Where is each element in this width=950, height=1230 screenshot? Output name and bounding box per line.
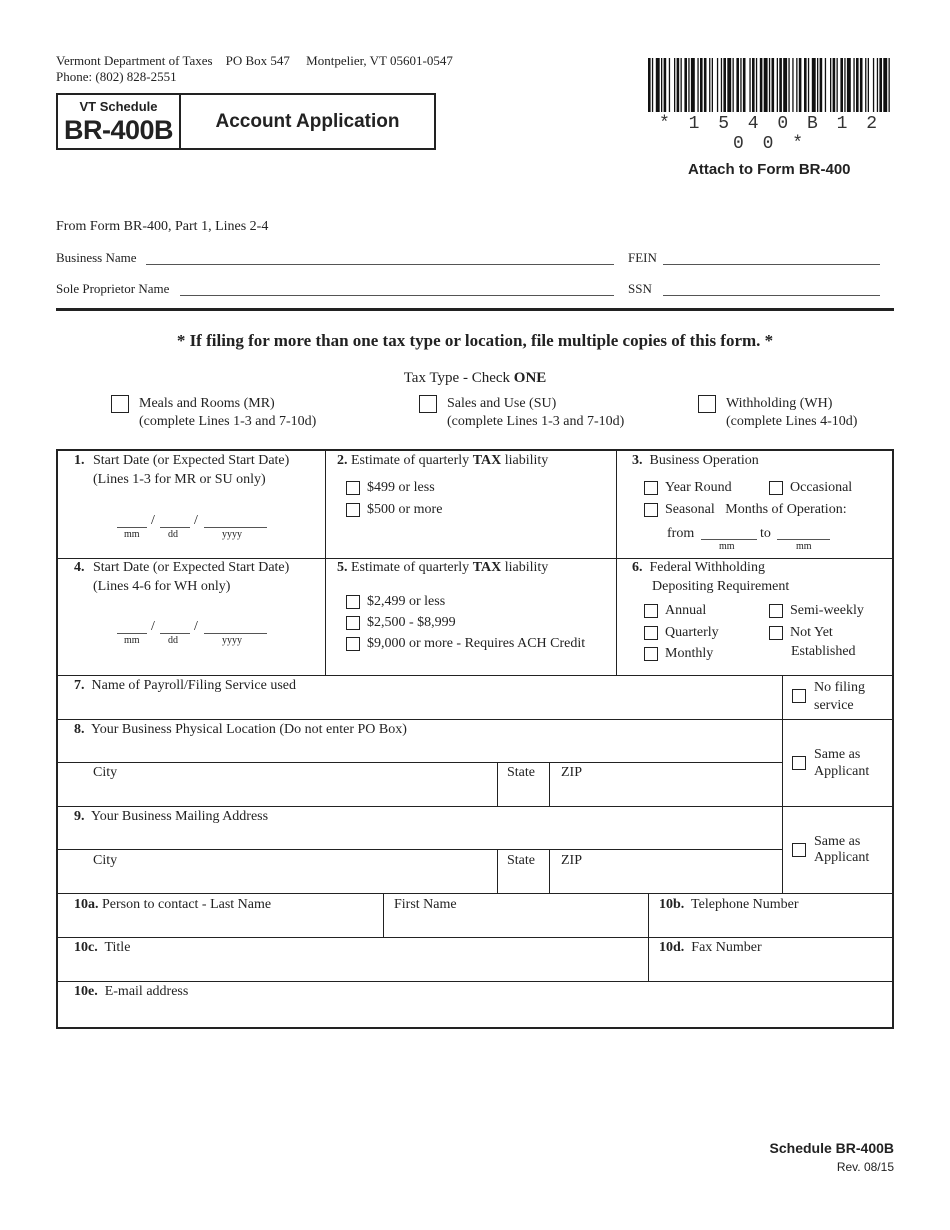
line3-text: 3. Business Operation xyxy=(632,453,759,468)
line6-monthly[interactable]: Monthly xyxy=(644,646,713,662)
line6-semi-weekly[interactable]: Semi-weekly xyxy=(769,603,864,619)
business-name-field[interactable] xyxy=(146,264,614,265)
line8-zip-label: ZIP xyxy=(561,765,582,780)
payroll-service-field[interactable] xyxy=(74,677,777,719)
line10b-text: 10b. Telephone Number xyxy=(659,897,799,912)
wh-sub: (complete Lines 4-10d) xyxy=(726,414,858,429)
line8-text: 8. Your Business Physical Location (Do not enter PO Box) xyxy=(74,722,407,737)
line10e-text: 10e. E-mail address xyxy=(74,984,189,999)
line6-text2: Depositing Requirement xyxy=(652,579,790,594)
line5-option-2499[interactable]: $2,499 or less xyxy=(346,594,445,610)
line5-text: 5. Estimate of quarterly TAX liability xyxy=(337,560,549,575)
line9-same-label: Same as Applicant xyxy=(814,834,870,865)
checkbox[interactable] xyxy=(346,637,360,651)
checkbox[interactable] xyxy=(769,626,783,640)
line8-same-label: Same as Applicant xyxy=(814,747,870,779)
line3-seasonal[interactable]: Seasonal Months of Operation: xyxy=(644,502,847,518)
grid-line xyxy=(58,762,782,763)
line9-city-label: City xyxy=(93,853,118,868)
su-label: Sales and Use (SU) xyxy=(447,396,557,411)
line8-same-checkbox[interactable] xyxy=(792,756,806,770)
sole-prop-field[interactable] xyxy=(180,295,614,296)
line4-text: Start Date (or Expected Start Date) (Lines 4-6 for WH only) xyxy=(93,560,290,594)
grid-line xyxy=(58,893,892,894)
grid-line xyxy=(497,849,498,893)
attach-note: Attach to Form BR-400 xyxy=(688,161,851,178)
checkbox[interactable] xyxy=(644,604,658,618)
line4-date-field[interactable]: / / mm dd yyyy xyxy=(117,615,277,645)
checkbox[interactable] xyxy=(769,604,783,618)
application-form xyxy=(56,449,894,1029)
fein-field[interactable] xyxy=(663,264,880,265)
from-form-heading: From Form BR-400, Part 1, Lines 2-4 xyxy=(56,219,269,234)
line10d-text: 10d. Fax Number xyxy=(659,940,762,955)
line3-to-month[interactable] xyxy=(777,539,830,540)
footer-schedule: Schedule BR-400B xyxy=(769,1140,894,1156)
grid-line xyxy=(616,451,617,675)
line6-not-yet-2: Established xyxy=(791,644,856,659)
checkbox[interactable] xyxy=(644,503,658,517)
ssn-field[interactable] xyxy=(663,295,880,296)
grid-line xyxy=(549,762,550,806)
mm-hint: mm xyxy=(796,541,812,552)
grid-line xyxy=(383,893,384,937)
business-name-label: Business Name xyxy=(56,250,137,265)
schedule-box xyxy=(56,93,436,150)
line8-state-label: State xyxy=(507,765,535,780)
grid-line xyxy=(58,937,892,938)
checkbox[interactable] xyxy=(346,481,360,495)
barcode-image xyxy=(648,58,892,112)
no-filing-label: No filing service xyxy=(814,680,865,713)
line2-option-500[interactable]: $500 or more xyxy=(346,502,442,518)
line3-occasional[interactable]: Occasional xyxy=(769,480,852,496)
line10a-text: 10a. Person to contact - Last Name xyxy=(74,897,272,912)
line6-annual[interactable]: Annual xyxy=(644,603,706,619)
line2-text: 2. Estimate of quarterly TAX liability xyxy=(337,453,549,468)
su-checkbox[interactable] xyxy=(419,395,437,413)
grid-line xyxy=(325,451,326,675)
line9-zip-label: ZIP xyxy=(561,853,582,868)
footer-revision: Rev. 08/15 xyxy=(836,1160,894,1174)
wh-checkbox[interactable] xyxy=(698,395,716,413)
line6-text: 6. Federal Withholding xyxy=(632,560,765,575)
mr-sub: (complete Lines 1-3 and 7-10d) xyxy=(139,414,317,429)
line8-city-label: City xyxy=(93,765,118,780)
grid-line xyxy=(58,849,782,850)
line1-label: 1. xyxy=(74,453,85,468)
schedule-label: VT Schedule xyxy=(79,99,158,114)
section-divider xyxy=(56,308,894,311)
grid-line xyxy=(497,762,498,806)
grid-line xyxy=(549,849,550,893)
agency-address: Vermont Department of Taxes PO Box 547 Montpelier, VT 05601-0547 xyxy=(56,53,453,68)
ssn-label: SSN xyxy=(628,281,652,296)
wh-label: Withholding (WH) xyxy=(726,396,833,411)
agency-phone: Phone: (802) 828-2551 xyxy=(56,69,177,84)
su-sub: (complete Lines 1-3 and 7-10d) xyxy=(447,414,625,429)
line10c-text: 10c. Title xyxy=(74,940,131,955)
multiple-copies-notice: * If filing for more than one tax type or location, file multiple copies of this form. * xyxy=(176,331,774,350)
line9-state-label: State xyxy=(507,853,535,868)
checkbox[interactable] xyxy=(644,481,658,495)
form-title: Account Application xyxy=(215,111,400,132)
mr-label: Meals and Rooms (MR) xyxy=(139,396,275,411)
line5-option-9000[interactable]: $9,000 or more - Requires ACH Credit xyxy=(346,636,585,652)
checkbox[interactable] xyxy=(346,595,360,609)
line9-same-checkbox[interactable] xyxy=(792,843,806,857)
line6-not-yet[interactable]: Not Yet xyxy=(769,625,833,641)
line3-from-month[interactable] xyxy=(701,539,757,540)
line6-quarterly[interactable]: Quarterly xyxy=(644,625,719,641)
fein-label: FEIN xyxy=(628,250,657,265)
line3-to-label: to xyxy=(760,526,771,541)
sole-prop-label: Sole Proprietor Name xyxy=(56,281,170,296)
checkbox[interactable] xyxy=(769,481,783,495)
line4-label: 4. xyxy=(74,560,85,575)
mm-hint: mm xyxy=(719,541,735,552)
line1-date-field[interactable]: / / mm dd yyyy xyxy=(117,509,277,539)
no-filing-checkbox[interactable] xyxy=(792,689,806,703)
line3-year-round[interactable]: Year Round xyxy=(644,480,732,496)
line1-text: Start Date (or Expected Start Date) (Lines 1-3 for MR or SU only) xyxy=(93,453,290,487)
barcode-number: * 1 5 4 0 B 1 2 0 0 * xyxy=(658,114,882,154)
line3-months-field[interactable]: from xyxy=(667,526,695,541)
line2-option-499[interactable]: $499 or less xyxy=(346,480,435,496)
line7-text: 7. Name of Payroll/Filing Service used xyxy=(74,678,297,693)
line5-option-8999[interactable]: $2,500 - $8,999 xyxy=(346,615,456,631)
tax-type-heading: Tax Type - Check ONE xyxy=(403,370,547,386)
checkbox[interactable] xyxy=(346,503,360,517)
checkbox[interactable] xyxy=(346,616,360,630)
mr-checkbox[interactable] xyxy=(111,395,129,413)
grid-line xyxy=(782,675,783,893)
checkbox[interactable] xyxy=(644,647,658,661)
form-number: BR-400B xyxy=(63,115,174,145)
grid-line xyxy=(648,893,649,981)
line9-text: 9. Your Business Mailing Address xyxy=(74,809,269,824)
line10a-first-name: First Name xyxy=(394,897,457,912)
checkbox[interactable] xyxy=(644,626,658,640)
